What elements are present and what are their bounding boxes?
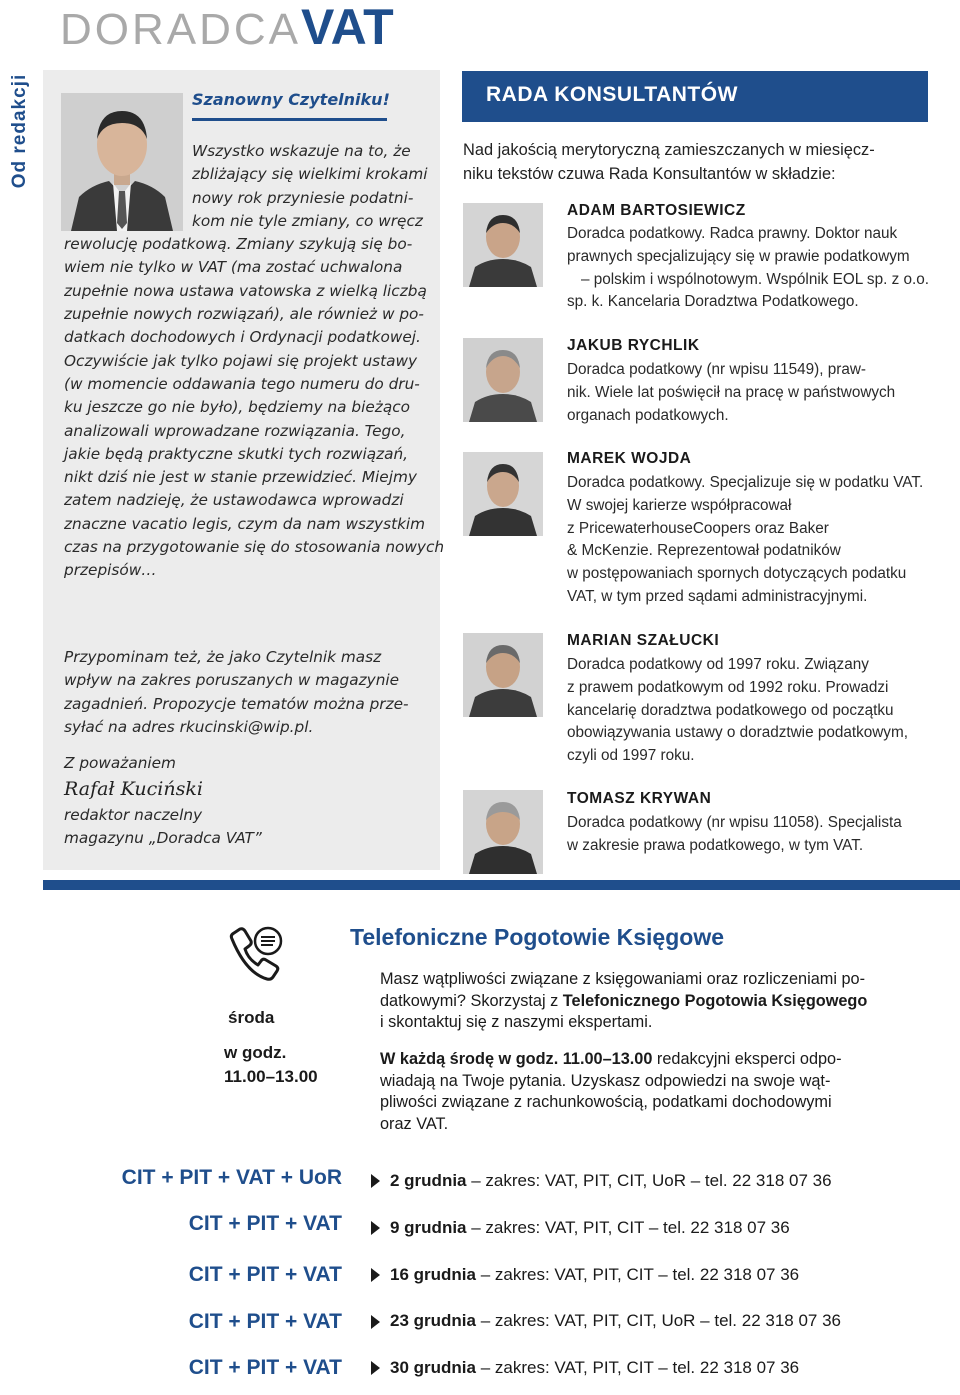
consultant-name: MARIAN SZAŁUCKI (567, 632, 720, 649)
schedule-entry: 30 grudnia – zakres: VAT, PIT, CIT – tel. 22 318 07 36 (390, 1358, 800, 1377)
letter-line: nikt dziś nie jest w stanie przewidzieć. Miejmy (64, 468, 417, 487)
magazine-logo (60, 0, 394, 55)
letter-line: nowy rok przyniesie podatni- (192, 188, 414, 207)
consultant-description (567, 812, 947, 858)
logo-bold: VAT (301, 0, 394, 55)
consultant-photo (463, 452, 543, 536)
desc-line: Doradca podatkowy. Radca prawny. Doktor nauk (567, 225, 898, 242)
arrow-right-icon (371, 1221, 380, 1235)
letter-paragraph-1 (64, 140, 445, 583)
desc-line: w zakresie prawa podatkowego, w tym VAT. (567, 836, 864, 854)
consultant-description (567, 472, 947, 609)
hotline-line: W każdą środę w godz. 11.00–13.00 redakcyjni eksperci odpo- (380, 1050, 842, 1068)
consultant-description (567, 654, 947, 768)
consultant-photo (463, 790, 543, 874)
letter-line: analizowali wprowadzane rozwiązania. Tego, (64, 421, 406, 440)
phone-chat-icon (224, 925, 286, 987)
role-line: magazynu „Doradca VAT” (64, 829, 262, 848)
desc-line: VAT, w tym przed sądami administracyjnymi. (567, 587, 868, 605)
intro-line: niku tekstów czuwa Rada Konsultantów w składzie: (463, 165, 836, 183)
schedule-entry: 9 grudnia – zakres: VAT, PIT, CIT – tel. 22 318 07 36 (390, 1218, 790, 1237)
editor-signature: Rafał Kuciński (64, 778, 203, 800)
hotline-line: i skontaktuj się z naszymi ekspertami. (380, 1013, 653, 1031)
schedule-taxes: CIT + PIT + VAT (188, 1310, 342, 1333)
desc-line: – polskim i wspólnotowym. Wspólnik EOL sp. z o.o. (581, 270, 929, 288)
letter-line: ku jeszcze go nie było), będziemy na bieżąco (64, 398, 410, 417)
rada-title: RADA KONSULTANTÓW (486, 83, 738, 106)
section-label: Od redakcji (9, 73, 30, 189)
letter-line: zupełnie nowych rozwiązań), ale również w po- (64, 305, 424, 324)
letter-line: zupełnie nowa ustawa vatowska z wielką liczbą (64, 281, 427, 300)
schedule-taxes: CIT + PIT + VAT (188, 1263, 342, 1286)
consultant-photo (463, 633, 543, 717)
consultant-name: ADAM BARTOSIEWICZ (567, 202, 746, 219)
hotline-line: oraz VAT. (380, 1114, 449, 1133)
hotline-line: pliwości związane z rachunkowością, podatkami dochodowymi (380, 1093, 832, 1111)
hotline-time (224, 1041, 354, 1089)
consultant-name: JAKUB RYCHLIK (567, 337, 700, 354)
consultant-photo (463, 338, 543, 422)
schedule-entry: 2 grudnia – zakres: VAT, PIT, CIT, UoR – tel. 22 318 07 36 (390, 1171, 832, 1190)
rada-header (462, 71, 928, 122)
schedule-entry: 23 grudnia – zakres: VAT, PIT, CIT, UoR – tel. 22 318 07 36 (390, 1311, 842, 1330)
schedule-taxes: CIT + PIT + VAT (188, 1212, 342, 1235)
desc-line: sp. k. Kancelaria Doradztwa Podatkowego. (567, 293, 859, 311)
desc-line: prawnych specjalizujący się w prawie podatkowym (567, 247, 910, 265)
hotline-line: wiadają na Twoje pytania. Uzyskasz odpowiedzi na swoje wąt- (380, 1071, 831, 1090)
hotline-line: datkowymi? Skorzystaj z Telefonicznego Pogotowia Księgowego (380, 991, 868, 1010)
hotline-paragraph-2 (380, 1049, 920, 1135)
schedule-entry: 16 grudnia – zakres: VAT, PIT, CIT – tel. 22 318 07 36 (390, 1265, 800, 1284)
hotline-line: Masz wątpliwości związane z księgowaniami oraz rozliczeniami po- (380, 970, 865, 988)
letter-line: czas na przygotowanie się do stosowania nowych (64, 538, 445, 557)
desc-line: organach podatkowych. (567, 406, 729, 424)
letter-line: jakie będą praktyczne skutki tych rozwiązań, (64, 444, 409, 463)
letter-line: zatem nadzieję, że ustawodawca wprowadzi (64, 491, 404, 510)
schedule-taxes: CIT + PIT + VAT (188, 1356, 342, 1379)
desc-line: nik. Wiele lat poświęcił na pracę w państwowych (567, 383, 896, 401)
schedule-taxes: CIT + PIT + VAT + UoR (121, 1166, 342, 1189)
letter-line: wiem nie tylko w VAT (ma zostać uchwalona (64, 258, 403, 277)
hotline-title: Telefoniczne Pogotowie Księgowe (350, 924, 725, 950)
desc-line: & McKenzie. Reprezentował podatników (567, 542, 841, 560)
consultant-name: TOMASZ KRYWAN (567, 790, 712, 807)
letter-line: przepisów… (64, 561, 157, 580)
time-line: w godz. (224, 1043, 287, 1062)
arrow-right-icon (371, 1174, 380, 1188)
letter-line: (w momencie oddawania tego numeru do dru- (64, 374, 420, 393)
arrow-right-icon (371, 1268, 380, 1282)
consultant-photo (463, 203, 543, 287)
intro-line: Nad jakością merytoryczną zamieszczanych w miesięcz- (463, 141, 875, 159)
letter-line: Wszystko wskazuje na to, że (192, 142, 411, 160)
rada-intro (463, 138, 933, 186)
desc-line: Doradca podatkowy od 1997 roku. Związany (567, 656, 869, 673)
logo-light: DORADCA (60, 5, 302, 54)
letter-line: kom nie tyle zmiany, co wręcz (192, 211, 423, 230)
letter-line: Oczywiście jak tylko pojawi się projekt ustawy (64, 351, 418, 370)
desc-line: obowiązywania ustawy o doradztwie podatkowym, (567, 724, 908, 742)
letter-line: datkach dochodowych i Ordynacji podatkowej. (64, 328, 421, 347)
consultant-name: MAREK WOJDA (567, 450, 692, 467)
letter-line: syłać na adres rkucinski@wip.pl. (64, 717, 314, 736)
desc-line: kancelarię doradztwa podatkowego od początku (567, 701, 894, 719)
hotline-day: środa (228, 1008, 275, 1027)
desc-line: Doradca podatkowy (nr wpisu 11058). Specjalista (567, 814, 902, 831)
greeting-underline (192, 118, 387, 121)
arrow-right-icon (371, 1361, 380, 1375)
letter-greeting: Szanowny Czytelniku! (192, 90, 390, 109)
section-divider (43, 880, 960, 890)
desc-line: w postępowaniach spornych dotyczących podatku (567, 565, 907, 583)
letter-line: rewolucję podatkową. Zmiany szykują się bo- (64, 235, 413, 254)
time-line: 11.00–13.00 (224, 1067, 318, 1086)
letter-line: zagadnień. Propozycje tematów można prze- (64, 694, 409, 713)
consultant-description (567, 223, 947, 314)
editor-role (64, 804, 434, 851)
letter-line: znaczne vacatio legis, czym da nam wszystkim (64, 514, 426, 533)
desc-line: z PricewaterhouseCoopers oraz Baker (567, 519, 829, 537)
desc-line: z prawem podatkowym od 1992 roku. Prowadzi (567, 678, 889, 696)
letter-line: zbliżający się wielkimi krokami (192, 165, 428, 184)
desc-line: czyli od 1997 roku. (567, 747, 695, 765)
letter-line: Przypominam też, że jako Czytelnik masz (64, 648, 382, 666)
role-line: redaktor naczelny (64, 806, 203, 824)
letter-paragraph-2 (64, 646, 434, 739)
closing-text: Z poważaniem (64, 754, 176, 772)
desc-line: W swojej karierze współpracował (567, 496, 792, 514)
hotline-paragraph-1 (380, 969, 920, 1034)
letter-line: wpływ na zakres poruszanych w magazynie (64, 671, 400, 690)
desc-line: Doradca podatkowy. Specjalizuje się w podatku VAT. (567, 474, 924, 491)
consultant-description (567, 359, 947, 427)
arrow-right-icon (371, 1315, 380, 1329)
desc-line: Doradca podatkowy (nr wpisu 11549), praw- (567, 361, 866, 378)
letter-closing (64, 752, 434, 775)
